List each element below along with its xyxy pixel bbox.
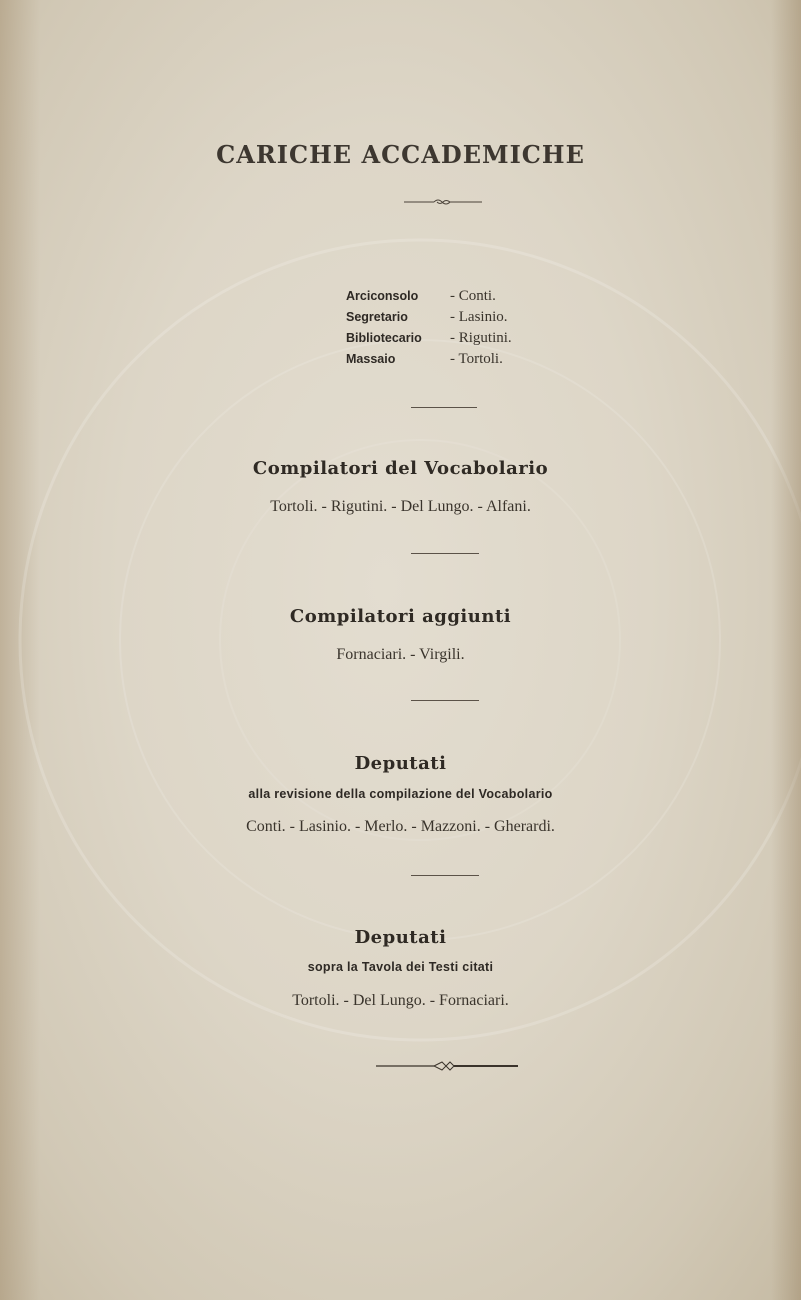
section-heading: Deputati — [354, 927, 447, 948]
end-ornament — [372, 1060, 522, 1072]
office-role: Arciconsolo — [346, 289, 419, 303]
divider — [411, 553, 479, 554]
section-names: Conti. - Lasinio. - Merlo. - Mazzoni. - Gherardi. — [246, 818, 555, 835]
office-row — [346, 309, 606, 330]
section-names: Tortoli. - Rigutini. - Del Lungo. - Alfani. — [270, 498, 531, 515]
divider — [411, 875, 479, 876]
section-subtitle: alla revisione della compilazione del Vocabolario — [248, 787, 553, 801]
office-role: Massaio — [346, 352, 396, 366]
section-subtitle: sopra la Tavola dei Testi citati — [307, 960, 494, 974]
office-row — [346, 288, 606, 309]
section-heading: Compilatori del Vocabolario — [252, 458, 549, 479]
office-holder: - Lasinio. — [450, 309, 508, 325]
divider — [411, 407, 477, 408]
office-holder: - Conti. — [450, 288, 496, 304]
section-names: Tortoli. - Del Lungo. - Fornaciari. — [292, 992, 509, 1009]
office-holder: - Rigutini. — [450, 330, 512, 346]
office-role: Segretario — [346, 310, 408, 324]
title-ornament — [400, 196, 486, 208]
offices-list — [346, 288, 606, 372]
office-row — [346, 330, 606, 351]
office-role: Bibliotecario — [346, 331, 422, 345]
divider — [411, 700, 479, 701]
page-title: CARICHE ACCADEMICHE — [216, 140, 585, 169]
section-heading: Deputati — [354, 753, 447, 774]
section-names: Fornaciari. - Virgili. — [336, 646, 465, 663]
office-holder: - Tortoli. — [450, 351, 503, 367]
office-row — [346, 351, 606, 372]
section-heading: Compilatori aggiunti — [289, 606, 512, 627]
